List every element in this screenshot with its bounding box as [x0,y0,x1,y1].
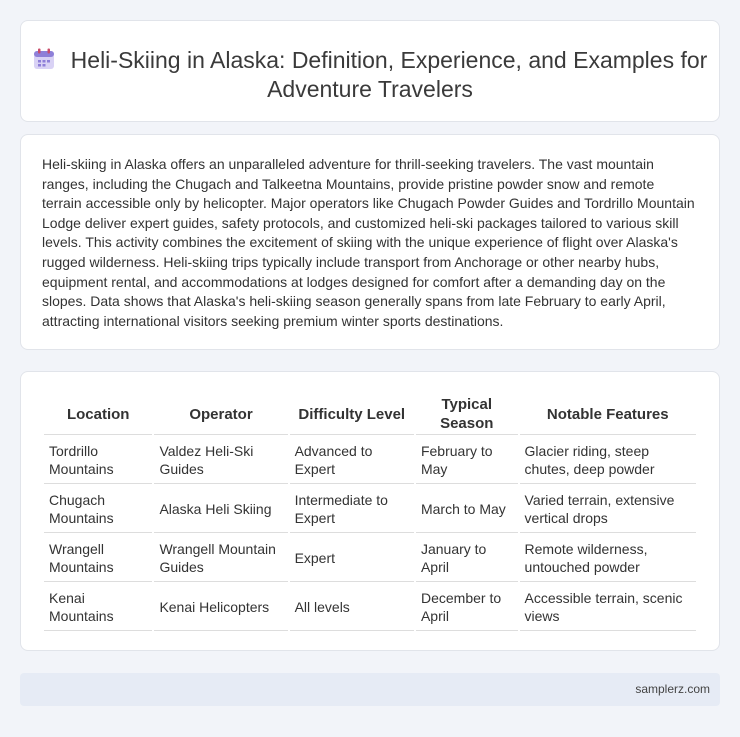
table-row [44,584,696,631]
cell-location: Wrangell Mountains [44,535,152,582]
intro-paragraph: Heli-skiing in Alaska offers an unparalleled adventure for thrill-seeking travelers. The vast mountain ranges, including the Chugach and Talkeetna Mountains, provide pristine powder snow and remote terrain accessible only by helicopter. Major operators like Chugach Powder Guides and Tordrillo Mountain Lodge deliver expert guides, safety protocols, and customized heli-ski packages tailored to various skill levels. This activity combines the excitement of skiing with the unique experience of flight over Alaska's rugged wilderness. Heli-skiing trips typically include transport from Anchorage or other nearby hubs, equipment rental, and accommodations at lodges designed for comfort after a demanding day on the slopes. Data shows that Alaska's heli-skiing season generally spans from late February to early April, attracting international visitors seeking premium winter sports destinations. [42,156,695,329]
cell-location: Chugach Mountains [44,486,152,533]
header-operator: Operator [154,394,287,435]
heli-ski-table [42,392,698,633]
table-row [44,486,696,533]
header-features: Notable Features [520,394,696,435]
cell-operator: Alaska Heli Skiing [154,486,287,533]
cell-season: February to May [416,437,518,484]
header-season: Typical Season [416,394,518,435]
header-difficulty: Difficulty Level [290,394,414,435]
table-card [20,371,720,651]
footer-bar [20,673,720,706]
cell-difficulty: Advanced to Expert [290,437,414,484]
cell-difficulty: Intermediate to Expert [290,486,414,533]
intro-card [20,134,720,350]
table-row [44,535,696,582]
cell-features: Glacier riding, steep chutes, deep powder [520,437,696,484]
cell-features: Varied terrain, extensive vertical drops [520,486,696,533]
table-header-row [44,394,696,435]
cell-season: March to May [416,486,518,533]
cell-location: Tordrillo Mountains [44,437,152,484]
cell-features: Remote wilderness, untouched powder [520,535,696,582]
cell-operator: Kenai Helicopters [154,584,287,631]
calendar-icon [33,48,55,70]
page-title-text: Heli-Skiing in Alaska: Definition, Experience, and Examples for Adventure Travelers [70,47,708,102]
page-title [21,46,719,104]
cell-operator: Valdez Heli-Ski Guides [154,437,287,484]
cell-season: December to April [416,584,518,631]
cell-location: Kenai Mountains [44,584,152,631]
table-row [44,437,696,484]
header-location: Location [44,394,152,435]
cell-operator: Wrangell Mountain Guides [154,535,287,582]
footer-site-link[interactable]: samplerz.com [635,682,710,696]
cell-difficulty: Expert [290,535,414,582]
title-card [20,20,720,122]
cell-difficulty: All levels [290,584,414,631]
cell-features: Accessible terrain, scenic views [520,584,696,631]
cell-season: January to April [416,535,518,582]
